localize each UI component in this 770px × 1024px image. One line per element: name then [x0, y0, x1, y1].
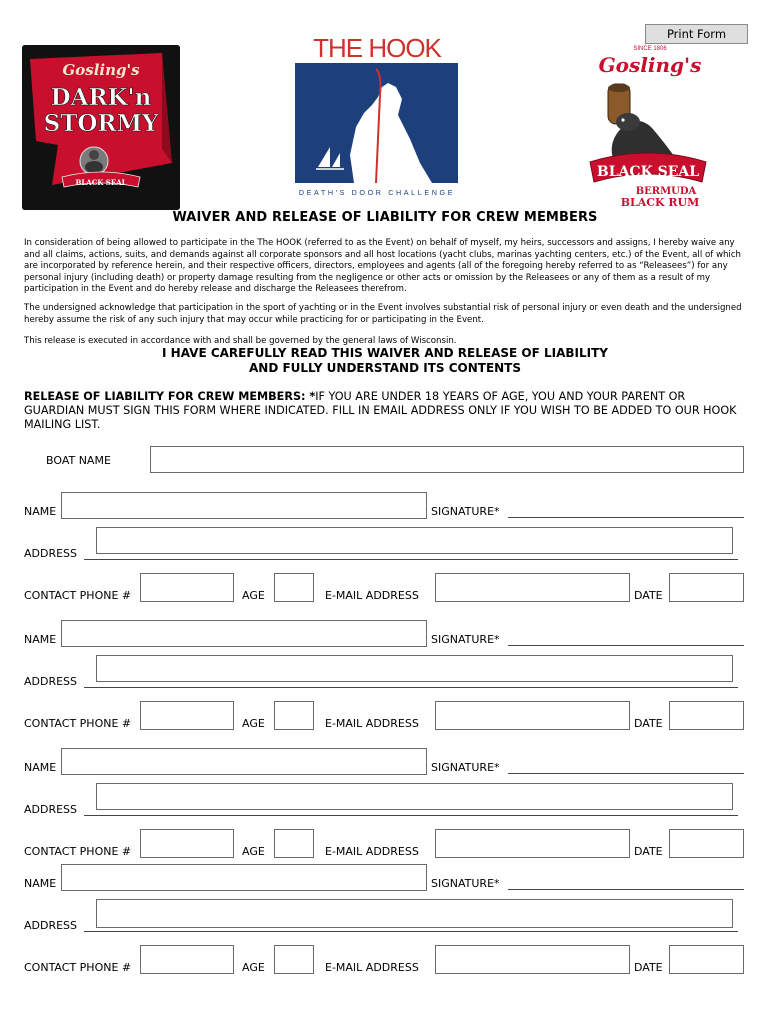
crew-1-email-input[interactable] [435, 573, 630, 602]
crew-4-address-underline [84, 931, 738, 932]
crew-3-date-input[interactable] [669, 829, 744, 858]
the-hook-logo [292, 35, 462, 201]
crew-2-name-label: NAME [24, 633, 57, 646]
crew-2-email-label: E-MAIL ADDRESS [325, 717, 419, 730]
logo3-line1: BERMUDA [635, 186, 697, 197]
crew-3-phone-label: CONTACT PHONE # [24, 845, 132, 858]
crew-4-email-label: E-MAIL ADDRESS [325, 961, 419, 974]
acknowledgement-heading-line2: AND FULLY UNDERSTAND ITS CONTENTS [248, 361, 522, 375]
crew-2-signature-label: SIGNATURE* [431, 633, 500, 646]
crew-2-address-label: ADDRESS [24, 675, 78, 688]
crew-4-phone-input[interactable] [140, 945, 234, 974]
crew-2-address-input[interactable] [96, 655, 733, 682]
crew-3-phone-input[interactable] [140, 829, 234, 858]
crew-3-name-input[interactable] [61, 748, 427, 775]
crew-3-signature-line[interactable] [508, 773, 744, 774]
boat-name-input[interactable] [150, 446, 744, 473]
crew-1-address-input[interactable] [96, 527, 733, 554]
crew-4-email-input[interactable] [435, 945, 630, 974]
crew-1-name-input[interactable] [61, 492, 427, 519]
crew-1-address-underline [84, 559, 738, 560]
crew-2-phone-label: CONTACT PHONE # [24, 717, 132, 730]
crew-3-address-label: ADDRESS [24, 803, 78, 816]
release-instructions-bold: RELEASE OF LIABILITY FOR CREW MEMBERS: * [24, 390, 316, 403]
crew-2-address-underline [84, 687, 738, 688]
crew-3-email-input[interactable] [435, 829, 630, 858]
crew-4-phone-label: CONTACT PHONE # [24, 961, 132, 974]
crew-1-email-label: E-MAIL ADDRESS [325, 589, 419, 602]
logo1-brand: Gosling's [62, 61, 140, 79]
crew-4-date-label: DATE [634, 961, 663, 974]
risk-paragraph: The undersigned acknowledge that participation in the sport of yachting or in the Event involves substantial risk of personal injury or even death and the undersigned hereby assume the risk of any such injury that may occur while practicing for or participating in the Event. [24, 303, 742, 325]
release-instructions [24, 390, 746, 433]
crew-3-age-input[interactable] [274, 829, 314, 858]
crew-1-address-label: ADDRESS [24, 547, 78, 560]
print-form-button[interactable]: Print Form [645, 24, 748, 44]
crew-4-date-input[interactable] [669, 945, 744, 974]
crew-1-age-input[interactable] [274, 573, 314, 602]
crew-1-phone-label: CONTACT PHONE # [24, 589, 132, 602]
crew-1-age-label: AGE [242, 589, 265, 602]
crew-2-phone-input[interactable] [140, 701, 234, 730]
hook-subtitle: DEATH'S DOOR CHALLENGE [298, 188, 456, 197]
crew-3-email-label: E-MAIL ADDRESS [325, 845, 419, 858]
document-title: WAIVER AND RELEASE OF LIABILITY FOR CREW MEMBERS [172, 210, 598, 225]
crew-2-signature-line[interactable] [508, 645, 744, 646]
crew-1-phone-input[interactable] [140, 573, 234, 602]
crew-2-date-label: DATE [634, 717, 663, 730]
crew-2-age-label: AGE [242, 717, 265, 730]
crew-3-address-underline [84, 815, 738, 816]
logo3-since: SINCE 1806 [633, 46, 667, 52]
crew-4-age-label: AGE [242, 961, 265, 974]
logo3-banner: BLACK SEAL [596, 164, 700, 180]
goslings-dark-n-stormy-logo [22, 45, 180, 210]
logo1-line1: DARK'n [50, 84, 152, 111]
crew-2-email-input[interactable] [435, 701, 630, 730]
logo3-brand: Gosling's [598, 53, 702, 77]
crew-2-name-input[interactable] [61, 620, 427, 647]
crew-4-signature-line[interactable] [508, 889, 744, 890]
release-instructions-text: IF YOU ARE UNDER 18 YEARS OF AGE, YOU AND YOUR PARENT OR GUARDIAN MUST SIGN THIS FORM WHERE INDICATED. FILL IN EMAIL ADDRESS ONLY IF YOU WISH TO BE ADDED TO OUR HOOK MAILING LIST. [24, 390, 737, 432]
boat-name-label: BOAT NAME [46, 454, 111, 467]
crew-3-age-label: AGE [242, 845, 265, 858]
crew-3-date-label: DATE [634, 845, 663, 858]
consideration-paragraph: In consideration of being allowed to participate in the The HOOK (referred to as the Event) on behalf of myself, my heirs, successors and assigns, I hereby waive any and all claims, actions, suits, and demands against all corporate sponsors and all host locations (yacht clubs, marinas yachting centers, etc.) of the Event, all of which are incorporated by reference herein, and their respective officers, directors, employees and agents (all of the foregoing hereby referred to as “Releasees”) for any personal injury (including death) or property damage resulting from the negligence or other acts or omission by the Releasees or any of them as a result of my participation in the Event and do hereby release and discharge the Releasees therefrom. [24, 238, 741, 295]
crew-2-date-input[interactable] [669, 701, 744, 730]
crew-2-age-input[interactable] [274, 701, 314, 730]
crew-1-signature-line[interactable] [508, 517, 744, 518]
crew-4-name-label: NAME [24, 877, 57, 890]
crew-4-signature-label: SIGNATURE* [431, 877, 500, 890]
crew-4-age-input[interactable] [274, 945, 314, 974]
crew-3-name-label: NAME [24, 761, 57, 774]
crew-1-date-label: DATE [634, 589, 663, 602]
crew-4-name-input[interactable] [61, 864, 427, 891]
governing-law-paragraph: This release is executed in accordance with and shall be governed by the general laws of Wisconsin. [24, 336, 457, 346]
acknowledgement-heading-line1: I HAVE CAREFULLY READ THIS WAIVER AND RELEASE OF LIABILITY [162, 346, 608, 360]
logo3-line2: BLACK RUM [620, 196, 700, 209]
crew-3-address-input[interactable] [96, 783, 733, 810]
crew-1-name-label: NAME [24, 505, 57, 518]
crew-4-address-input[interactable] [96, 899, 733, 928]
crew-4-address-label: ADDRESS [24, 919, 78, 932]
logo1-badge: BLACK SEAL [75, 178, 127, 187]
logo1-line2: STORMY [43, 110, 159, 137]
goslings-black-seal-logo [578, 44, 718, 210]
crew-1-date-input[interactable] [669, 573, 744, 602]
hook-title: THE HOOK [313, 35, 441, 63]
crew-1-signature-label: SIGNATURE* [431, 505, 500, 518]
crew-3-signature-label: SIGNATURE* [431, 761, 500, 774]
